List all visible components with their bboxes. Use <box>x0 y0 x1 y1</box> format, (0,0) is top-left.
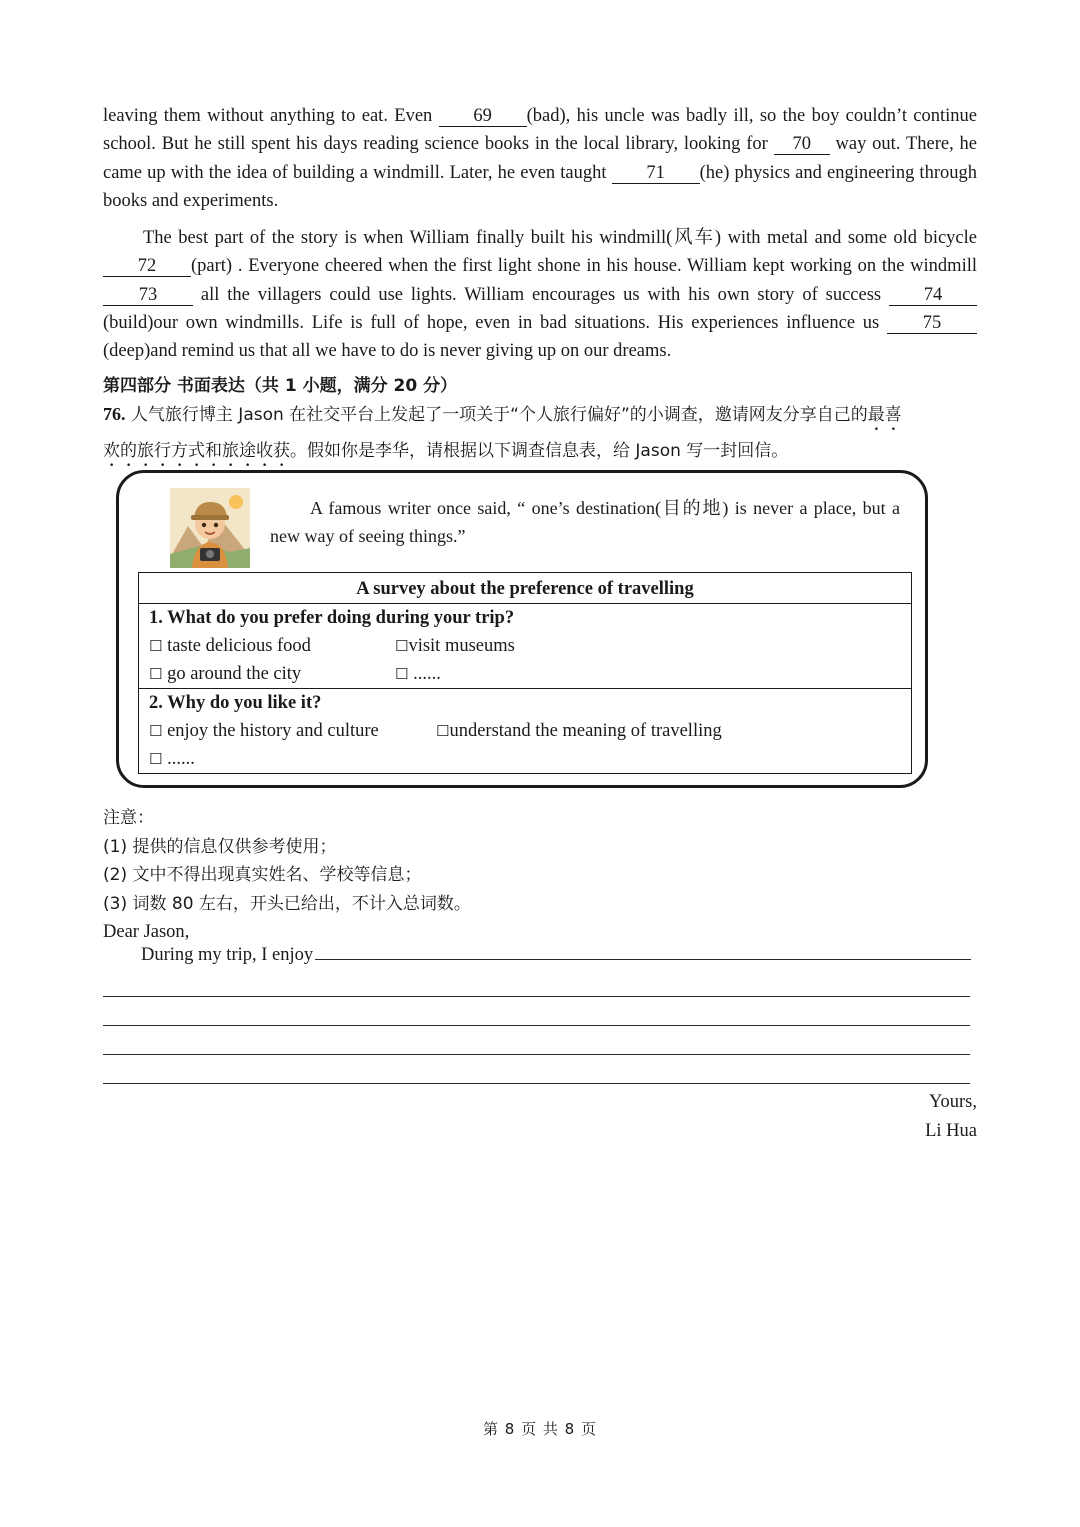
answer-line[interactable] <box>315 959 971 960</box>
question-number: 76. <box>103 404 126 424</box>
passage-text: (build)our own windmills. Life is full of hope, even in bad situations. His experiences influence us <box>103 313 887 334</box>
passage-text: way out. There, he came up with the idea of building a windmill. Later, he even taught <box>103 134 977 183</box>
survey-table <box>138 572 912 774</box>
page-number: 第 8 页 共 8 页 <box>483 1420 597 1438</box>
blank-70[interactable]: 70 <box>774 134 830 155</box>
answer-line[interactable] <box>103 1025 970 1026</box>
notes <box>103 804 471 918</box>
letter-closing: Yours, <box>929 1092 977 1112</box>
passage-text: (part) . Everyone cheered when the first light shone in his house. William kept working on the windmill <box>191 256 977 277</box>
option-label: go around the city <box>167 664 302 684</box>
option-label: understand the meaning of travelling <box>449 721 722 741</box>
question-1-text: 1. What do you prefer doing during your trip? <box>149 608 515 628</box>
question-emphasis: 最喜 <box>867 405 902 425</box>
checkbox-icon: ☐ <box>395 637 409 655</box>
option-checkbox[interactable] <box>149 749 195 769</box>
option-checkbox[interactable] <box>149 721 379 741</box>
option-label: ...... <box>167 749 195 769</box>
option-checkbox[interactable] <box>149 636 311 656</box>
checkbox-icon: ☐ <box>395 665 409 683</box>
survey-title: A survey about the preference of travelling <box>139 573 911 604</box>
letter-opening: During my trip, I enjoy <box>141 945 314 965</box>
option-label: ...... <box>413 664 441 684</box>
writer-quote: A famous writer once said, “ one’s destination(目的地) is never a place, but a new way of seeing things.” <box>270 498 900 546</box>
passage-paragraph-2 <box>103 224 977 365</box>
letter-greeting: Dear Jason, <box>103 922 190 942</box>
letter-signer: Li Hua <box>925 1120 977 1141</box>
letter-opening-line[interactable] <box>141 945 971 966</box>
option-label: enjoy the history and culture <box>167 721 379 741</box>
option-checkbox[interactable] <box>395 660 441 688</box>
option-checkbox[interactable] <box>149 664 301 684</box>
traveler-cartoon-icon <box>170 488 250 568</box>
survey-question-2 <box>139 688 911 773</box>
question-emphasis: 欢的旅行方式和旅途收获 <box>103 441 290 461</box>
passage-paragraph-1 <box>103 102 977 215</box>
question-text: 人气旅行博主 Jason 在社交平台上发起了一项关于“个人旅行偏好”的小调查，邀请网友分享自己的 <box>125 405 868 425</box>
option-checkbox[interactable] <box>395 632 515 660</box>
passage <box>103 102 977 366</box>
passage-text: (bad), his uncle was badly ill, so the boy couldn’t continue school. But he still spent his days reading science books in the local library, looking for <box>103 106 978 155</box>
checkbox-icon: ☐ <box>436 722 450 740</box>
blank-75[interactable]: 75 <box>887 313 977 334</box>
note-item: (2) 文中不得出现真实姓名、学校等信息； <box>103 865 422 885</box>
answer-line[interactable] <box>103 1054 970 1055</box>
survey-question-1 <box>139 604 911 688</box>
section-heading: 第四部分 书面表达（共 1 小题，满分 20 分） <box>103 376 458 396</box>
option-label: taste delicious food <box>167 636 311 656</box>
answer-line[interactable] <box>103 1083 970 1084</box>
question-text: 。假如你是李华，请根据以下调查信息表，给 Jason 写一封回信。 <box>290 441 789 461</box>
question-76 <box>103 398 983 471</box>
notes-title: 注意： <box>103 808 154 828</box>
blank-74[interactable]: 74 <box>889 285 977 306</box>
passage-text: all the villagers could use lights. William encourages us with his own story of success <box>193 284 889 305</box>
passage-text: (he) physics and engineering through books and experiments. <box>103 162 977 211</box>
checkbox-icon: ☐ <box>149 722 163 740</box>
checkbox-icon: ☐ <box>149 750 163 768</box>
passage-text: (deep)and remind us that all we have to do is never giving up on our dreams. <box>103 341 672 362</box>
checkbox-icon: ☐ <box>149 637 163 655</box>
note-item: (1) 提供的信息仅供参考使用； <box>103 836 337 857</box>
blank-72[interactable]: 72 <box>103 256 191 277</box>
question-2-text: 2. Why do you like it? <box>149 693 322 713</box>
option-checkbox[interactable] <box>436 717 722 745</box>
blank-69[interactable]: 69 <box>439 106 527 127</box>
passage-text: The best part of the story is when William finally built his windmill(风车) with metal and some old bicycle <box>143 228 977 249</box>
checkbox-icon: ☐ <box>149 665 163 683</box>
letter-signature <box>925 1088 977 1145</box>
blank-71[interactable]: 71 <box>612 163 700 184</box>
option-label: visit museums <box>408 636 515 656</box>
passage-text: leaving them without anything to eat. Even <box>103 106 439 126</box>
note-item: (3) 词数 80 左右，开头已给出，不计入总词数。 <box>103 893 471 914</box>
blank-73[interactable]: 73 <box>103 285 193 306</box>
answer-line[interactable] <box>103 996 970 997</box>
